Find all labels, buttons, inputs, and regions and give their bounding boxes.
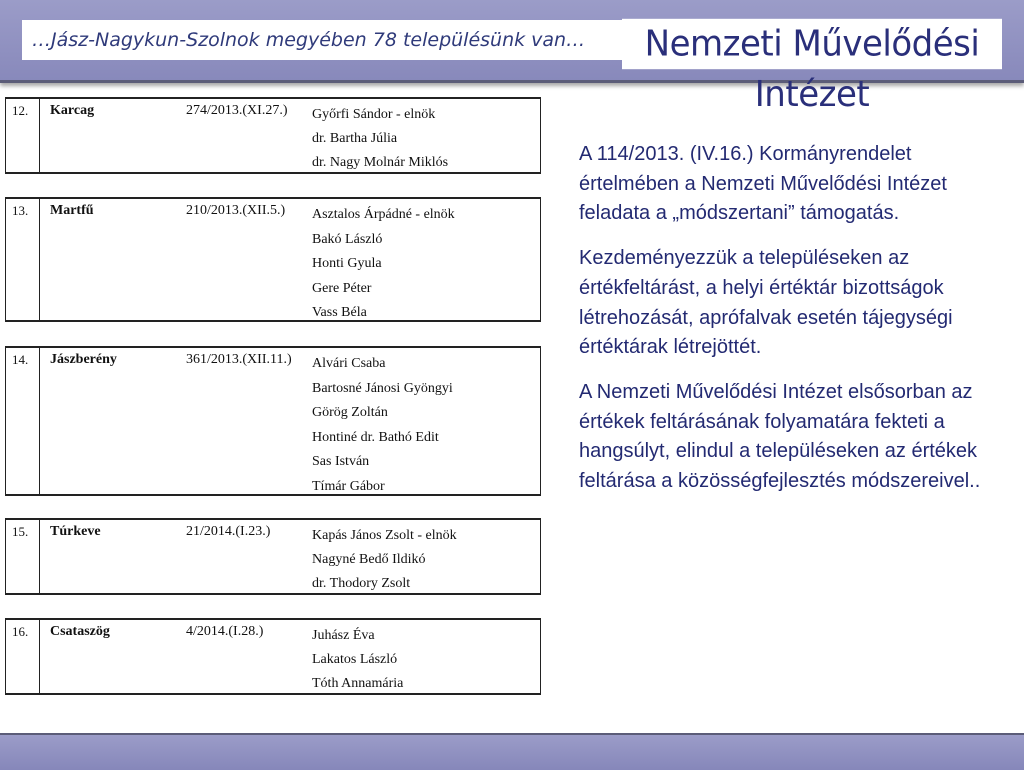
member-name: Hontiné dr. Bathó Edit <box>312 429 439 445</box>
record-place: Martfű <box>50 203 94 218</box>
member-name: Kapás János Zsolt - elnök <box>312 528 457 543</box>
record-decree: 361/2013.(XII.11.) <box>186 352 292 367</box>
record-place: Túrkeve <box>50 524 101 539</box>
record-table <box>5 197 541 322</box>
record-members <box>312 203 455 326</box>
brand-logo-text: Nemzeti Művelődési Intézet <box>622 19 1002 69</box>
record-table <box>5 97 541 174</box>
member-name: Bartosné Jánosi Gyöngyi <box>312 380 453 396</box>
record-decree: 274/2013.(XI.27.) <box>186 103 288 118</box>
record-place: Karcag <box>50 103 95 118</box>
member-name: Nagyné Bedő Ildikó <box>312 552 426 567</box>
member-name: Lakatos László <box>312 652 398 667</box>
member-name: dr. Bartha Júlia <box>312 131 398 146</box>
member-name: Asztalos Árpádné - elnök <box>312 207 455 222</box>
record-members <box>312 352 453 499</box>
record-members <box>312 524 457 596</box>
member-name: Tímár Gábor <box>312 478 385 494</box>
record-decree: 4/2014.(I.28.) <box>186 624 264 639</box>
member-name: Győrfi Sándor - elnök <box>312 107 436 122</box>
record-number: 16. <box>6 620 40 693</box>
record-place: Csataszög <box>50 624 110 639</box>
record-number: 14. <box>6 348 40 494</box>
paragraph-focus: A Nemzeti Művelődési Intézet elsősorban az értékek feltárásának folyamatára fekteti a hangsúlyt, elindul a településeken az értékek feltárása a közösségfejlesztés módszereivel.. <box>579 380 981 493</box>
member-name: Tóth Annamária <box>312 676 404 691</box>
member-name: dr. Nagy Molnár Miklós <box>312 155 449 170</box>
header-subtitle: …Jász-Nagykun-Szolnok megyében 78 településünk van… <box>22 20 622 60</box>
body-text <box>579 140 999 512</box>
paragraph-initiative: Kezdeményezzük a településeken az értékfeltárást, a helyi értéktár bizottságok létrehozását, aprófalvak esetén tájegységi értéktárak létrejöttét. <box>579 247 953 359</box>
record-table <box>5 618 541 695</box>
record-number: 13. <box>6 199 40 320</box>
paragraph-decree: A 114/2013. (IV.16.) Kormányrendelet értelmében a Nemzeti Művelődési Intézet feladata a „módszertani” támogatás. <box>579 143 947 225</box>
member-name: Honti Gyula <box>312 256 382 271</box>
record-number: 15. <box>6 520 40 593</box>
record-members <box>312 624 403 696</box>
record-decree: 210/2013.(XII.5.) <box>186 203 286 218</box>
member-name: Juhász Éva <box>312 628 375 643</box>
member-name: Gere Péter <box>312 280 372 296</box>
record-table <box>5 346 541 496</box>
member-name: dr. Thodory Zsolt <box>312 576 411 591</box>
member-name: Alvári Csaba <box>312 356 386 371</box>
member-name: Vass Béla <box>312 305 367 320</box>
record-table <box>5 518 541 595</box>
member-name: Görög Zoltán <box>312 405 388 420</box>
record-place: Jászberény <box>50 352 117 367</box>
record-decree: 21/2014.(I.23.) <box>186 524 271 539</box>
record-members <box>312 103 448 175</box>
record-number: 12. <box>6 99 40 172</box>
footer-bar <box>0 733 1024 770</box>
member-name: Bakó László <box>312 231 383 247</box>
member-name: Sas István <box>312 454 370 469</box>
